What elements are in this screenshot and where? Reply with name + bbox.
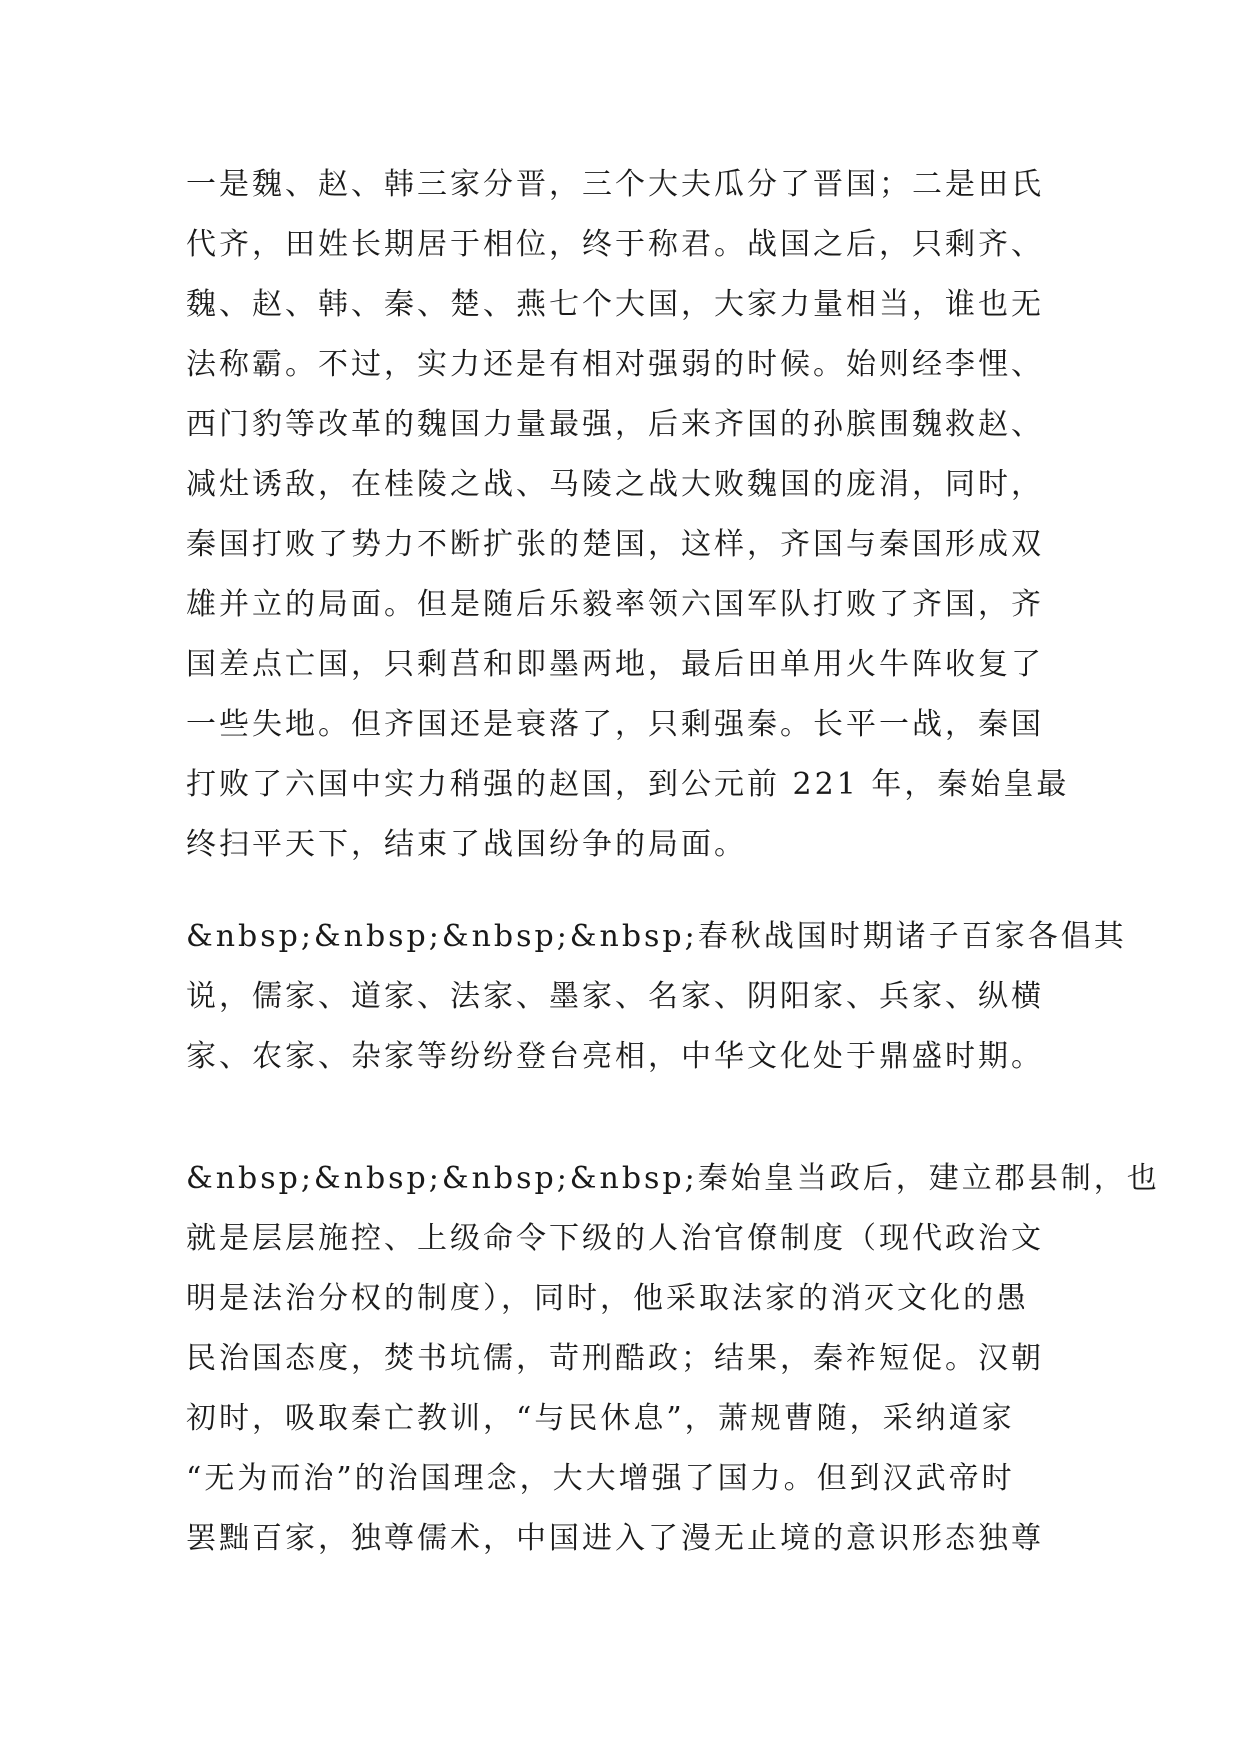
text-line: 秦国打败了势力不断扩张的楚国，这样，齐国与秦国形成双 [186, 527, 1044, 562]
text-line: 罢黜百家，独尊儒术，中国进入了漫无止境的意识形态独尊 [186, 1521, 1044, 1556]
text-line: 终扫平天下，结束了战国纷争的局面。 [186, 827, 747, 862]
text-line: 家、农家、杂家等纷纷登台亮相，中华文化处于鼎盛时期。 [186, 1039, 1044, 1074]
text-line: 魏、赵、韩、秦、楚、燕七个大国，大家力量相当，谁也无 [186, 287, 1044, 322]
text-line: &nbsp;&nbsp;&nbsp;&nbsp;秦始皇当政后，建立郡县制，也 [186, 1161, 1160, 1196]
paragraph-hundred-schools [186, 907, 1127, 1087]
text-line: 说，儒家、道家、法家、墨家、名家、阴阳家、兵家、纵横 [186, 979, 1044, 1014]
text-line: 西门豹等改革的魏国力量最强，后来齐国的孙膑围魏救赵、 [186, 407, 1044, 442]
text-line: 打败了六国中实力稍强的赵国，到公元前 221 年，秦始皇最 [186, 767, 1070, 802]
text-line: 民治国态度，焚书坑儒，苛刑酷政；结果，秦祚短促。汉朝 [186, 1341, 1044, 1376]
text-line: 国差点亡国，只剩莒和即墨两地，最后田单用火牛阵收复了 [186, 647, 1044, 682]
text-line: “无为而治”的治国理念，大大增强了国力。但到汉武帝时 [186, 1461, 1015, 1496]
text-line: 代齐，田姓长期居于相位，终于称君。战国之后，只剩齐、 [186, 227, 1044, 262]
text-line: 雄并立的局面。但是随后乐毅率领六国军队打败了齐国，齐 [186, 587, 1044, 622]
paragraph-qin-han [186, 1149, 1160, 1569]
text-line: 初时，吸取秦亡教训，“与民休息”，萧规曹随，采纳道家 [186, 1401, 1015, 1436]
paragraph-warring-states [186, 155, 1070, 875]
text-line: 法称霸。不过，实力还是有相对强弱的时候。始则经李悝、 [186, 347, 1044, 382]
text-line: &nbsp;&nbsp;&nbsp;&nbsp;春秋战国时期诸子百家各倡其 [186, 919, 1127, 954]
text-line: 明是法治分权的制度），同时，他采取法家的消灭文化的愚 [186, 1281, 1029, 1316]
text-line: 就是层层施控、上级命令下级的人治官僚制度（现代政治文 [186, 1221, 1044, 1256]
text-line: 一些失地。但齐国还是衰落了，只剩强秦。长平一战，秦国 [186, 707, 1044, 742]
text-line: 一是魏、赵、韩三家分晋，三个大夫瓜分了晋国；二是田氏 [186, 167, 1044, 202]
text-line: 减灶诱敌，在桂陵之战、马陵之战大败魏国的庞涓，同时， [186, 467, 1044, 502]
